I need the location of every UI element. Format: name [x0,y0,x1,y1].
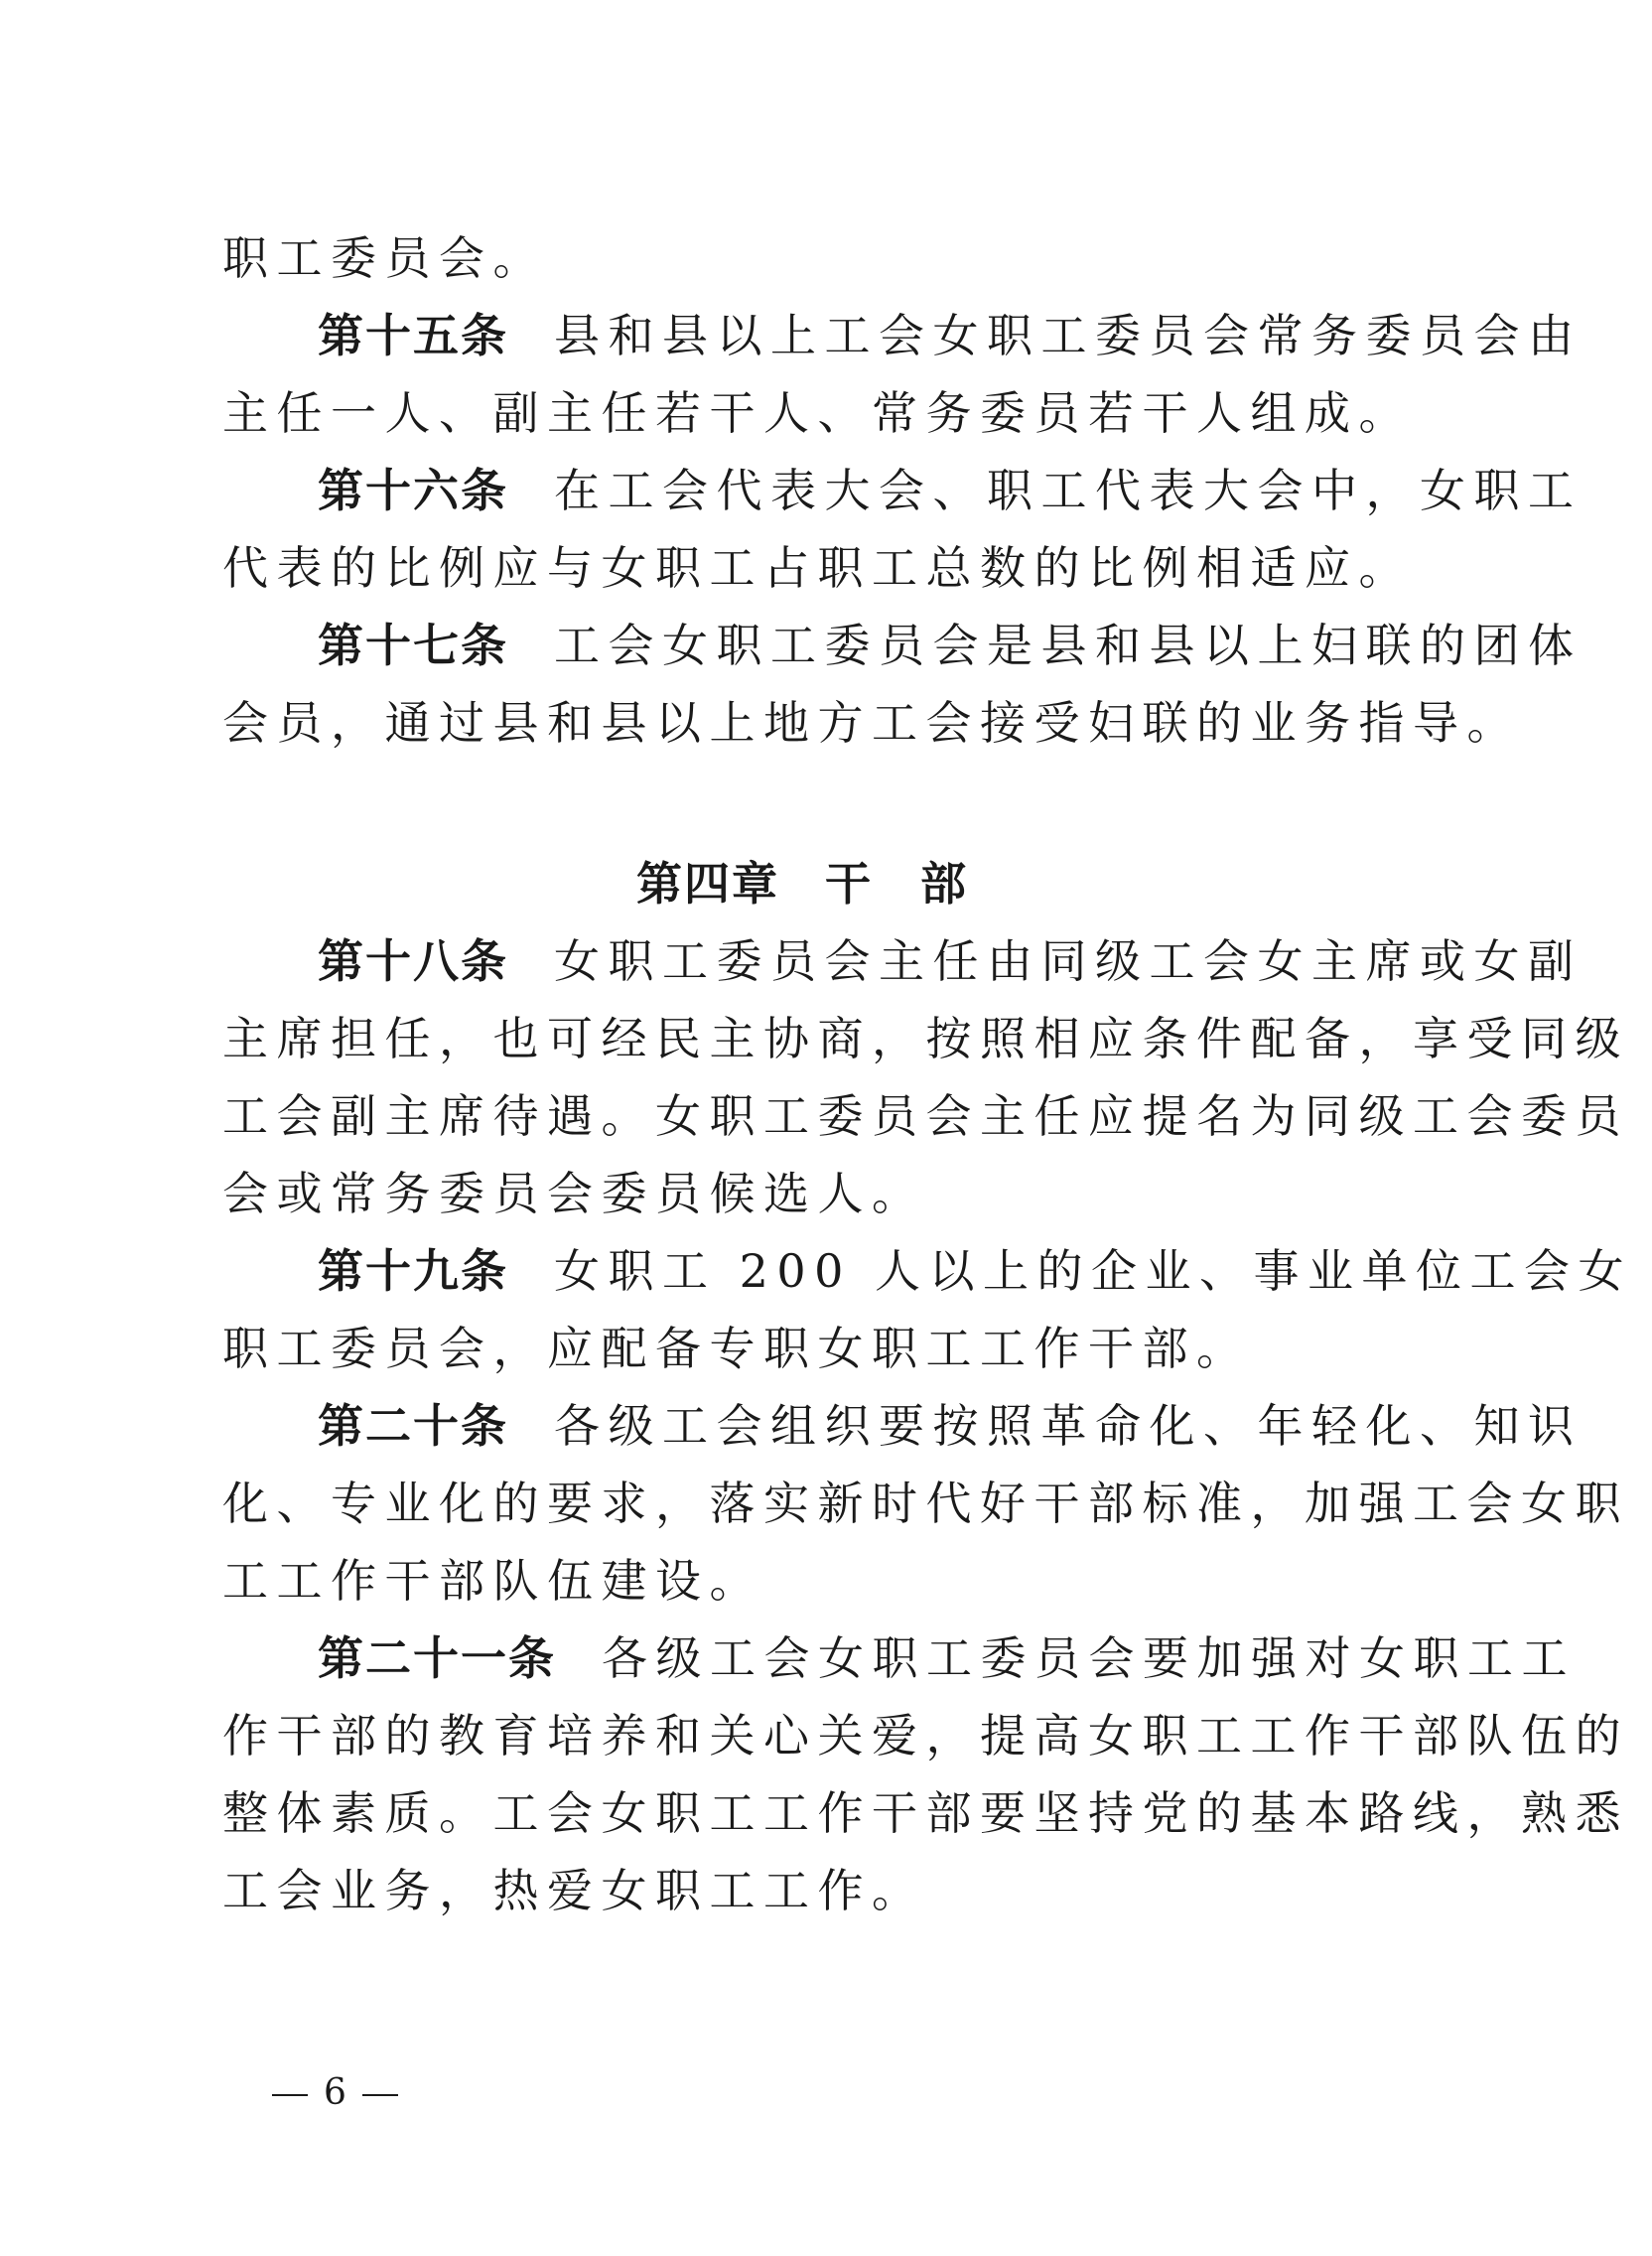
article-20-text-3: 工工作干部队伍建设。 [222,1554,763,1608]
article-19-text-1: 女职工 200 人以上的企业、事业单位工会女 [554,1244,1633,1298]
article-21-text-2: 作干部的教育培养和关心关爱，提高女职工工作干部队伍的 [222,1709,1629,1762]
chapter-label: 第四章 [636,857,779,911]
article-16-text-1: 在工会代表大会、职工代表大会中，女职工 [554,464,1583,517]
article-17-text-2: 会员，通过县和县以上地方工会接受妇联的业务指导。 [222,696,1521,750]
article-20-text-1: 各级工会组织要按照革命化、年轻化、知识 [554,1399,1583,1453]
chapter-heading [0,852,1652,916]
article-20-label: 第二十条 [318,1399,508,1453]
article-18-text-3: 工会副主席待遇。女职工委员会主任应提名为同级工会委员 [222,1089,1629,1143]
article-17-line-1 [318,614,1583,677]
article-19-label: 第十九条 [318,1244,508,1298]
article-17-label: 第十七条 [318,619,508,672]
article-16-line-1 [318,459,1583,522]
article-21-text-3: 整体素质。工会女职工工作干部要坚持党的基本路线，熟悉 [222,1786,1629,1840]
article-16-label: 第十六条 [318,464,508,517]
article-15-line-1 [318,304,1583,367]
article-21-text-4: 工会业务，热爱女职工工作。 [222,1864,926,1917]
page-number-value: 6 [324,2072,346,2113]
page-number [256,2069,414,2117]
article-15-text-2: 主任一人、副主任若干人、常务委员若干人组成。 [222,386,1413,440]
article-19-text-2: 职工委员会，应配备专职女职工工作干部。 [222,1322,1251,1375]
article-20-line-1 [318,1394,1583,1458]
article-15-text-1: 县和县以上工会女职工委员会常务委员会由 [554,309,1583,362]
article-17-text-1: 工会女职工委员会是县和县以上妇联的团体 [554,619,1583,672]
page-number-dash-right [362,2094,398,2096]
article-21-line-1 [318,1626,1576,1690]
article-18-text-4: 会或常务委员会委员候选人。 [222,1167,926,1220]
article-18-text-1: 女职工委员会主任由同级工会女主席或女副 [554,934,1583,988]
continuation-line: 职工委员会。 [222,231,547,285]
chapter-title: 干部 [825,857,1016,911]
article-21-text-1: 各级工会女职工委员会要加强对女职工工 [602,1631,1576,1685]
article-19-line-1 [318,1239,1633,1303]
page-number-dash-left [272,2094,308,2096]
article-18-text-2: 主席担任，也可经民主协商，按照相应条件配备，享受同级 [222,1012,1629,1065]
article-16-text-2: 代表的比例应与女职工占职工总数的比例相适应。 [222,541,1413,595]
article-18-label: 第十八条 [318,934,508,988]
article-20-text-2: 化、专业化的要求，落实新时代好干部标准，加强工会女职 [222,1477,1629,1530]
article-18-line-1 [318,929,1583,993]
article-21-label: 第二十一条 [318,1631,556,1685]
article-15-label: 第十五条 [318,309,508,362]
